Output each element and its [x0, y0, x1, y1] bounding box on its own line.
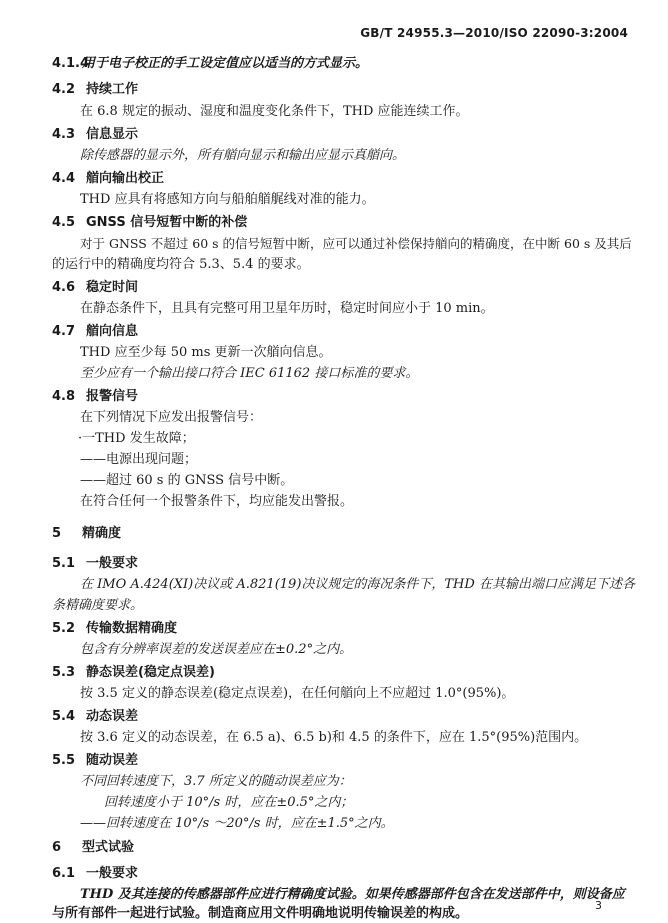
heading-title: GNSS 信号短暂中断的补偿	[86, 215, 248, 230]
paragraph-continuation: 的运行中的精确度均符合 5.3、5.4 的要求。	[52, 257, 310, 272]
heading-title: 报警信号	[86, 389, 139, 404]
heading-5-1	[52, 556, 138, 572]
heading-4-6	[52, 280, 138, 296]
paragraph: 除传感器的显示外，所有艏向显示和输出应显示真艏向。	[80, 148, 406, 163]
heading-number: 4.5	[52, 215, 76, 230]
heading-number: 4.4	[52, 171, 76, 186]
heading-4-8	[52, 389, 138, 405]
heading-title: 精确度	[82, 526, 122, 541]
paragraph: THD 应至少每 50 ms 更新一次艏向信息。	[80, 345, 332, 360]
paragraph: 不同回转速度下，3.7 所定义的随动误差应为：	[80, 774, 352, 789]
heading-number: 6.1	[52, 866, 76, 881]
heading-4-5	[52, 215, 247, 231]
clause-4-1-4	[52, 56, 368, 72]
heading-title: 稳定时间	[86, 280, 139, 295]
heading-number: 5	[52, 526, 62, 541]
paragraph-continuation: 与所有部件一起进行试验。制造商应用文件明确地说明传输误差的构成。	[52, 906, 469, 921]
paragraph: 包含有分辨率误差的发送误差应在±0.2°之内。	[80, 642, 353, 657]
heading-title: 一般要求	[86, 556, 139, 571]
heading-number: 5.1	[52, 556, 76, 571]
paragraph: 在符合任何一个报警条件下，均应能发出警报。	[80, 494, 354, 509]
heading-5-2	[52, 621, 177, 637]
heading-number: 4.2	[52, 82, 76, 97]
heading-title: 艏向信息	[86, 324, 139, 339]
heading-title: 传输数据精确度	[86, 621, 178, 636]
heading-number: 6	[52, 840, 62, 855]
paragraph: 在 IMO A.424(XI)决议或 A.821(19)决议规定的海况条件下，THD 在其输出端口应满足下述各	[80, 577, 635, 592]
heading-5-5	[52, 753, 138, 769]
list-item: ——回转速度在 10°/s ～20°/s 时，应在±1.5°之内。	[80, 816, 394, 831]
heading-5	[52, 526, 121, 542]
clause-number: 4.1.4	[52, 56, 90, 71]
heading-number: 5.5	[52, 753, 76, 768]
heading-number: 4.7	[52, 324, 76, 339]
paragraph: 按 3.5 定义的静态误差(稳定点误差)，在任何艏向上不应超过 1.0°(95%)。	[80, 686, 515, 701]
paragraph: THD 应具有将感知方向与船舶艏艉线对准的能力。	[80, 192, 375, 207]
heading-4-7	[52, 324, 138, 340]
clause-text: 用于电子校正的手工设定值应以适当的方式显示。	[82, 56, 369, 71]
heading-title: 艏向输出校正	[86, 171, 165, 186]
heading-5-3	[52, 665, 215, 681]
heading-number: 5.3	[52, 665, 76, 680]
heading-6-1	[52, 866, 138, 882]
page-header-standard-number: GB/T 24955.3—2010/ISO 22090-3:2004	[360, 26, 628, 40]
list-item: 回转速度小于 10°/s 时，应在±0.5°之内；	[104, 795, 354, 810]
list-item: ——超过 60 s 的 GNSS 信号中断。	[80, 473, 294, 488]
heading-title: 型式试验	[82, 840, 135, 855]
paragraph: 在 6.8 规定的振动、湿度和温度变化条件下，THD 应能连续工作。	[80, 104, 469, 119]
paragraph: 至少应有一个输出接口符合 IEC 61162 接口标准的要求。	[80, 366, 419, 381]
page-number: 3	[595, 899, 602, 912]
heading-number: 4.6	[52, 280, 76, 295]
heading-6	[52, 840, 134, 856]
heading-title: 随动误差	[86, 753, 139, 768]
list-item: ——电源出现问题；	[80, 452, 198, 467]
heading-number: 4.3	[52, 127, 76, 142]
heading-title: 一般要求	[86, 866, 139, 881]
heading-title: 动态误差	[86, 709, 139, 724]
heading-4-4	[52, 171, 164, 187]
heading-title: 信息显示	[86, 127, 139, 142]
heading-title: 静态误差(稳定点误差)	[86, 665, 215, 680]
list-item: ·一THD 发生故障；	[78, 431, 195, 446]
paragraph: 按 3.6 定义的动态误差，在 6.5 a)、6.5 b)和 4.5 的条件下，应在 1.5°(95%)范围内。	[80, 730, 588, 745]
paragraph: 在静态条件下，且具有完整可用卫星年历时，稳定时间应小于 10 min。	[80, 301, 494, 316]
heading-4-3	[52, 127, 138, 143]
heading-title: 持续工作	[86, 82, 139, 97]
paragraph-continuation: 条精确度要求。	[52, 598, 144, 613]
paragraph: 在下列情况下应发出报警信号：	[80, 410, 263, 425]
heading-4-2	[52, 82, 138, 98]
heading-number: 4.8	[52, 389, 76, 404]
paragraph: 对于 GNSS 不超过 60 s 的信号短暂中断，应可以通过补偿保持艏向的精确度，在中断 60 s 及其后	[80, 236, 632, 251]
heading-number: 5.4	[52, 709, 76, 724]
heading-number: 5.2	[52, 621, 76, 636]
heading-5-4	[52, 709, 138, 725]
paragraph: THD 及其连接的传感器部件应进行精确度试验。如果传感器部件包含在发送部件中，则设备应	[80, 887, 625, 902]
